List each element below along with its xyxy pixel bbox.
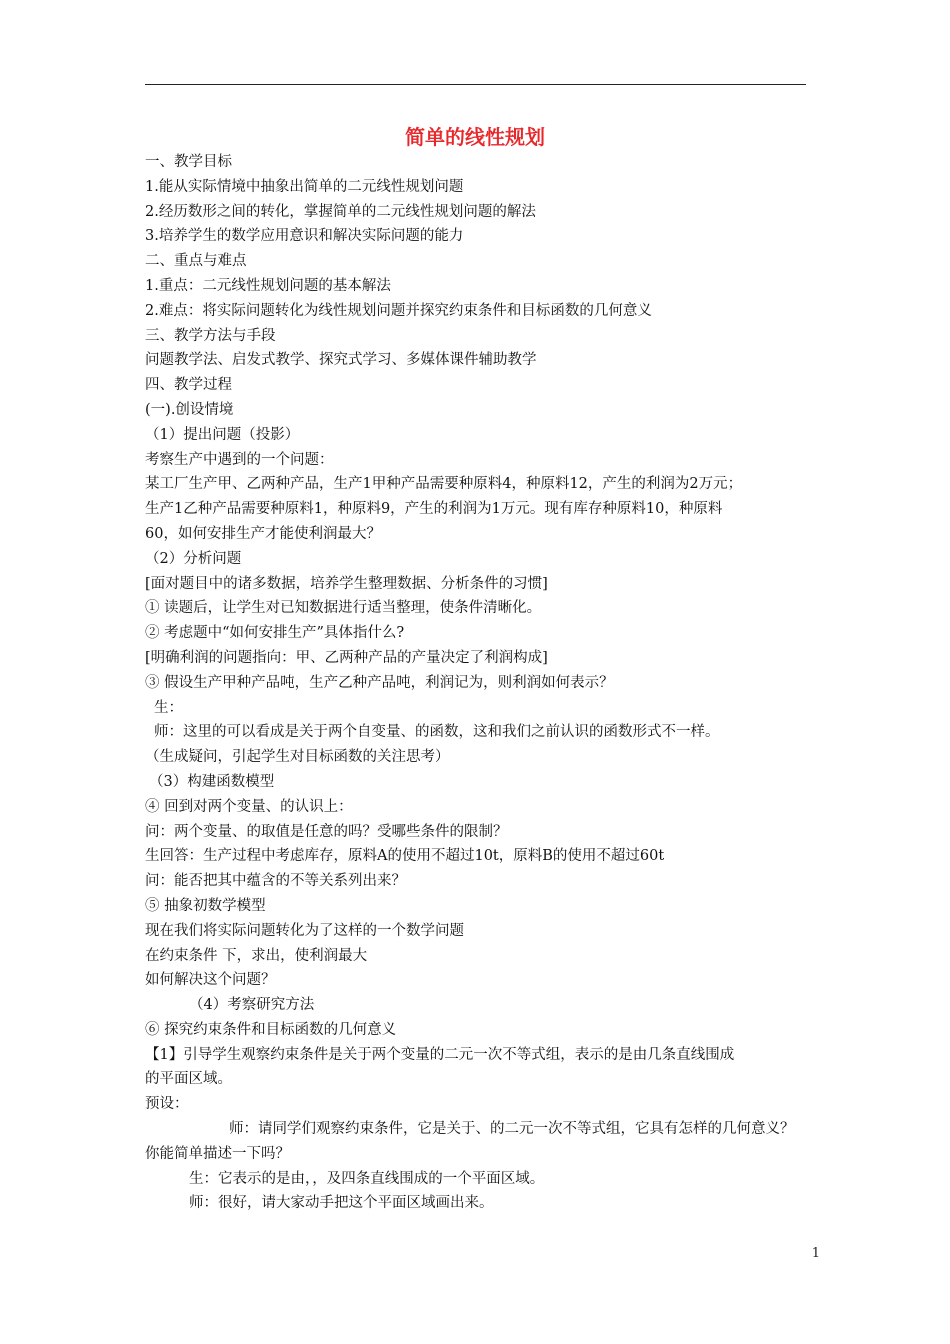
paragraph-line: ⑤ 抽象初数学模型 bbox=[145, 897, 266, 914]
paragraph-line: 【1】引导学生观察约束条件是关于两个变量的二元一次不等式组，表示的是由几条直线围成 bbox=[145, 1046, 735, 1063]
paragraph-line: ① 读题后，让学生对已知数据进行适当整理，使条件清晰化。 bbox=[145, 600, 542, 617]
subsection-heading: (一).创设情境 bbox=[145, 401, 234, 418]
paragraph-line: 问：两个变量、的取值是任意的吗？受哪些条件的限制？ bbox=[145, 823, 508, 840]
paragraph-line: 预设： bbox=[145, 1096, 189, 1113]
paragraph-line: ⑥ 探究约束条件和目标函数的几何意义 bbox=[145, 1021, 397, 1038]
paragraph-line: 生回答：生产过程中考虑库存，原料A的使用不超过10t，原料B的使用不超过60t bbox=[145, 848, 665, 865]
step-heading: （2）分析问题 bbox=[145, 550, 242, 567]
dialogue-line: 师：这里的可以看成是关于两个自变量、的函数，这和我们之前认识的函数形式不一样。 bbox=[154, 724, 720, 741]
objective-item: 2.经历数形之间的转化，掌握简单的二元线性规划问题的解法 bbox=[145, 203, 536, 220]
paragraph-line: 某工厂生产甲、乙两种产品，生产1甲种产品需要种原料4，种原料12，产生的利润为2万元； bbox=[145, 476, 743, 493]
section-heading-process: 四、教学过程 bbox=[145, 377, 232, 394]
paragraph-line: ④ 回到对两个变量、的认识上： bbox=[145, 798, 353, 815]
document-body bbox=[145, 150, 815, 1216]
header-rule bbox=[145, 84, 806, 85]
objective-item: 3.培养学生的数学应用意识和解决实际问题的能力 bbox=[145, 228, 464, 245]
paragraph-line: 生产1乙种产品需要种原料1，种原料9，产生的利润为1万元。现有库存种原料10，种原料 bbox=[145, 501, 723, 518]
dialogue-line: 生：它表示的是由，，及四条直线围成的一个平面区域。 bbox=[189, 1170, 545, 1187]
paragraph-line: ② 考虑题中“如何安排生产”具体指什么? bbox=[145, 625, 405, 642]
paragraph-line: 考察生产中遇到的一个问题： bbox=[145, 451, 334, 468]
paragraph-line: 如何解决这个问题？ bbox=[145, 972, 276, 989]
paragraph-line: 在约束条件 下，求出，使利润最大 bbox=[145, 947, 368, 964]
paragraph-line: （生成疑问，引起学生对目标函数的关注思考） bbox=[145, 749, 450, 766]
paragraph-line: 问题教学法、启发式教学、探究式学习、多媒体课件辅助教学 bbox=[145, 352, 537, 369]
step-heading: （3）构建函数模型 bbox=[149, 773, 275, 790]
paragraph-line: 问：能否把其中蕴含的不等关系列出来？ bbox=[145, 873, 406, 890]
dialogue-line: 师：请同学们观察约束条件，它是关于、的二元一次不等式组，它具有怎样的几何意义？ bbox=[229, 1121, 795, 1138]
dialogue-line: 师：很好，请大家动手把这个平面区域画出来。 bbox=[189, 1195, 494, 1212]
objective-item: 1.能从实际情境中抽象出简单的二元线性规划问题 bbox=[145, 178, 464, 195]
paragraph-line: 60，如何安排生产才能使利润最大？ bbox=[145, 525, 381, 542]
step-heading: （4）考察研究方法 bbox=[189, 997, 315, 1014]
key-point-item: 1.重点：二元线性规划问题的基本解法 bbox=[145, 277, 391, 294]
paragraph-line: ③ 假设生产甲种产品吨，生产乙种产品吨，利润记为，则利润如何表示？ bbox=[145, 674, 614, 691]
paragraph-line: 现在我们将实际问题转化为了这样的一个数学问题 bbox=[145, 922, 464, 939]
dialogue-line: 生： bbox=[154, 699, 183, 716]
paragraph-line: 的平面区域。 bbox=[145, 1071, 232, 1088]
step-heading: （1）提出问题（投影） bbox=[145, 426, 300, 443]
section-heading-key-points: 二、重点与难点 bbox=[145, 253, 247, 270]
paragraph-line: [面对题目中的诸多数据，培养学生整理数据、分析条件的习惯] bbox=[145, 575, 548, 592]
paragraph-line: 你能简单描述一下吗？ bbox=[145, 1145, 290, 1162]
document-title: 简单的线性规划 bbox=[405, 125, 545, 149]
section-heading-objectives: 一、教学目标 bbox=[145, 154, 232, 170]
page-number: 1 bbox=[811, 1246, 820, 1261]
section-heading-methods: 三、教学方法与手段 bbox=[145, 327, 276, 344]
paragraph-line: [明确利润的问题指向：甲、乙两种产品的产量决定了利润构成] bbox=[145, 649, 548, 666]
key-point-item: 2.难点：将实际问题转化为线性规划问题并探究约束条件和目标函数的几何意义 bbox=[145, 302, 652, 319]
